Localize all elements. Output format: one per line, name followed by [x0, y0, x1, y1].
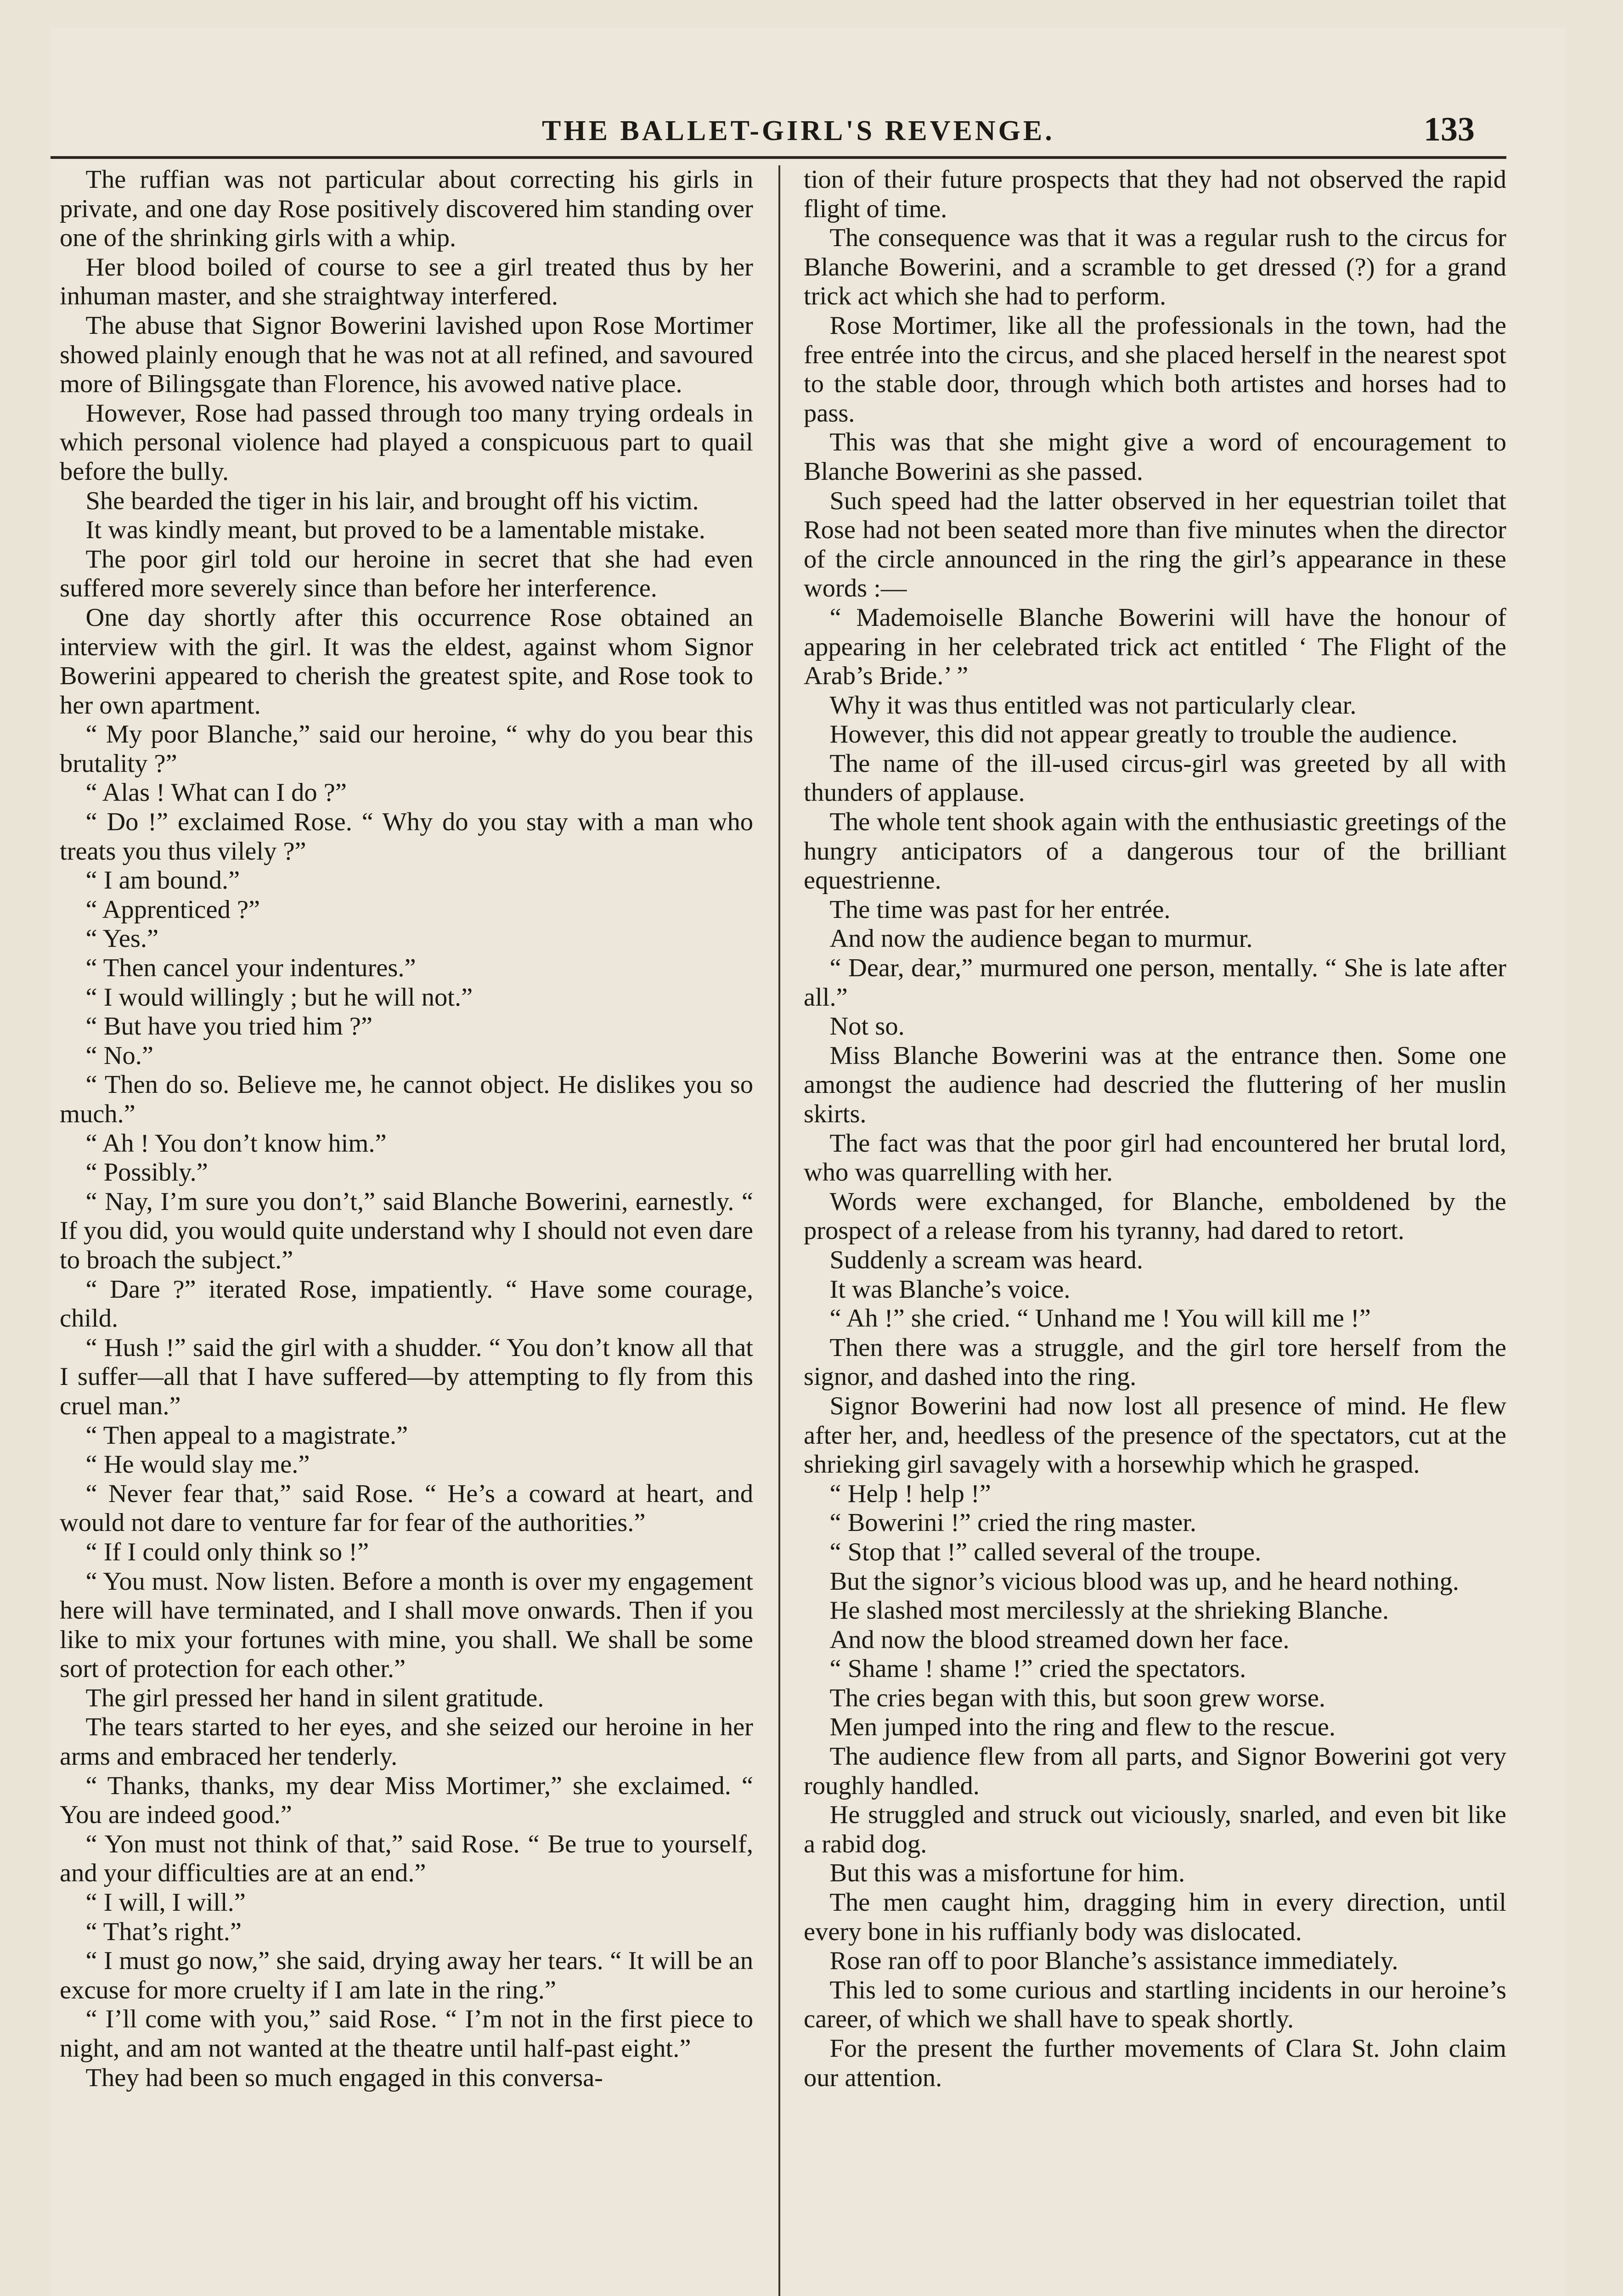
paragraph: She bearded the tiger in his lair, and brought off his victim. — [85, 486, 699, 515]
paragraph: The girl pressed her hand in silent gratitude. — [85, 1683, 544, 1712]
paragraph: Miss Blanche Bowerini was at the entrance then. Some one amongst the audience had descried the fluttering of her muslin skirts. — [804, 1041, 1506, 1128]
paragraph: The tears started to her eyes, and she seized our heroine in her arms and embraced her tenderly. — [60, 1713, 753, 1771]
paragraph: “ Nay, I’m sure you don’t,” said Blanche Bowerini, earnestly. “ If you did, you would quite understand why I should not even dare to broach the subject.” — [60, 1187, 753, 1274]
paragraph: They had been so much engaged in this conversa- — [85, 2063, 603, 2092]
paragraph: However, Rose had passed through too many trying ordeals in which personal violence had played a conspicuous part to quail before the bully. — [60, 399, 753, 486]
paragraph: “ Then do so. Believe me, he cannot object. He dislikes you so much.” — [60, 1070, 753, 1128]
paragraph: “ Dare ?” iterated Rose, impatiently. “ Have some courage, child. — [60, 1275, 753, 1333]
paragraph: For the present the further movements of Clara St. John claim our attention. — [804, 2034, 1506, 2092]
paragraph: The ruffian was not particular about correcting his girls in private, and one day Rose positively discovered him standing over one of the shrinking girls with a whip. — [60, 165, 753, 253]
paragraph: The consequence was that it was a regular rush to the circus for Blanche Bowerini, and a scramble to get dressed (?) for a grand trick act which she had to perform. — [804, 224, 1506, 311]
paragraph: “ Bowerini !” cried the ring master. — [829, 1508, 1197, 1537]
paragraph: “ Ah ! You don’t know him.” — [85, 1129, 387, 1158]
paragraph: “ Never fear that,” said Rose. “ He’s a coward at heart, and would not dare to venture far for fear of the authorities.” — [60, 1479, 753, 1537]
paragraph: Then there was a struggle, and the girl tore herself from the signor, and dashed into the ring. — [804, 1333, 1506, 1391]
paragraph: The abuse that Signor Bowerini lavished upon Rose Mortimer showed plainly enough that he was not at all refined, and savoured more of Bilingsgate than Florence, his avowed native place. — [60, 311, 753, 399]
paragraph: “ Yon must not think of that,” said Rose. “ Be true to yourself, and your difficulties are at an end.” — [60, 1829, 753, 1888]
paragraph: Rose Mortimer, like all the professionals in the town, had the free entrée into the circus, and she placed herself in the nearest spot to the stable door, through which both artistes and horses had to pass. — [804, 311, 1506, 428]
paragraph: Such speed had the latter observed in her equestrian toilet that Rose had not been seated more than five minutes when the director of the circle announced in the ring the girl’s appearance in these words :— — [804, 486, 1506, 603]
paragraph: And now the audience began to murmur. — [829, 924, 1253, 953]
page-number: 133 — [1424, 111, 1475, 148]
paragraph: Signor Bowerini had now lost all presence of mind. He flew after her, and, heedless of the presence of the spectators, cut at the shrieking girl savagely with a horsewhip which he grasped. — [804, 1391, 1506, 1479]
paragraph: “ My poor Blanche,” said our heroine, “ why do you bear this brutality ?” — [60, 720, 753, 778]
paragraph: “ I am bound.” — [85, 866, 240, 895]
paragraph: However, this did not appear greatly to trouble the audience. — [829, 720, 1458, 749]
paragraph: “ Do !” exclaimed Rose. “ Why do you stay with a man who treats you thus vilely ?” — [60, 808, 753, 866]
paragraph: “ Possibly.” — [85, 1158, 208, 1187]
paragraph: Men jumped into the ring and flew to the rescue. — [829, 1713, 1336, 1742]
paragraph: “ Apprenticed ?” — [85, 895, 260, 924]
right-column — [804, 165, 1506, 2296]
paragraph: “ You must. Now listen. Before a month is over my engagement here will have terminated, and I shall move onwards. Then if you like to mix your fortunes with mine, you shall. We shall be some sort of protection for each other.” — [60, 1567, 753, 1683]
paragraph: Why it was thus entitled was not particularly clear. — [829, 691, 1357, 720]
paragraph: “ Yes.” — [85, 924, 159, 953]
paragraph: And now the blood streamed down her face. — [829, 1625, 1290, 1654]
paragraph: Suddenly a scream was heard. — [829, 1245, 1143, 1274]
paragraph: Rose ran off to poor Blanche’s assistance immediately. — [829, 1947, 1398, 1975]
paragraph: “ Thanks, thanks, my dear Miss Mortimer,” she exclaimed. “ You are indeed good.” — [60, 1771, 753, 1829]
paragraph: “ Dear, dear,” murmured one person, mentally. “ She is late after all.” — [804, 954, 1506, 1012]
paragraph: The fact was that the poor girl had encountered her brutal lord, who was quarrelling with her. — [804, 1129, 1506, 1187]
paragraph: It was kindly meant, but proved to be a lamentable mistake. — [85, 516, 705, 545]
paragraph: Not so. — [829, 1012, 905, 1041]
paragraph: “ I’ll come with you,” said Rose. “ I’m not in the first piece to night, and am not wanted at the theatre until half-past eight.” — [60, 2005, 753, 2063]
left-column — [60, 165, 753, 2296]
paragraph: “ Hush !” said the girl with a shudder. “ You don’t know all that I suffer—all that I have suffered—by attempting to fly from this cruel man.” — [60, 1333, 753, 1420]
paragraph: The whole tent shook again with the enthusiastic greetings of the hungry anticipators of a dangerous tour of the brilliant equestrienne. — [804, 808, 1506, 895]
running-header — [51, 96, 1506, 156]
paragraph: “ I would willingly ; but he will not.” — [85, 983, 473, 1012]
paragraph: “ Shame ! shame !” cried the spectators. — [829, 1654, 1246, 1683]
column-divider — [778, 165, 780, 2296]
paragraph: This led to some curious and startling incidents in our heroine’s career, of which we shall have to speak shortly. — [804, 1975, 1506, 2034]
paragraph: He struggled and struck out viciously, snarled, and even bit like a rabid dog. — [804, 1801, 1506, 1858]
paragraph: “ I will, I will.” — [85, 1888, 246, 1917]
paragraph: It was Blanche’s voice. — [829, 1275, 1071, 1304]
book-page — [51, 28, 1566, 2296]
paragraph: “ He would slay me.” — [85, 1450, 310, 1479]
paragraph: “ Mademoiselle Blanche Bowerini will have the honour of appearing in her celebrated trick act entitled ‘ The Flight of the Arab’s Bride.’ ” — [804, 603, 1506, 691]
paragraph: tion of their future prospects that they had not observed the rapid flight of time. — [804, 165, 1506, 223]
paragraph: But this was a misfortune for him. — [829, 1859, 1185, 1888]
paragraph: “ I must go now,” she said, drying away her tears. “ It will be an excuse for more cruelty if I am late in the ring.” — [60, 1947, 753, 2004]
paragraph: “ No.” — [85, 1041, 153, 1070]
paragraph: The name of the ill-used circus-girl was greeted by all with thunders of applause. — [804, 749, 1506, 807]
paragraph: This was that she might give a word of encouragement to Blanche Bowerini as she passed. — [804, 428, 1506, 486]
paragraph: The men caught him, dragging him in every direction, until every bone in his ruffianly body was dislocated. — [804, 1888, 1506, 1946]
paragraph: “ If I could only think so !” — [85, 1537, 369, 1566]
paragraph: The poor girl told our heroine in secret that she had even suffered more severely since than before her interference. — [60, 545, 753, 603]
paragraph: “ Then cancel your indentures.” — [85, 954, 416, 983]
paragraph: The cries began with this, but soon grew worse. — [829, 1683, 1326, 1712]
running-title: THE BALLET-GIRL'S REVENGE. — [542, 115, 1055, 146]
paragraph: “ That’s right.” — [85, 1917, 242, 1946]
paragraph: “ Then appeal to a magistrate.” — [85, 1421, 408, 1450]
paragraph: Words were exchanged, for Blanche, emboldened by the prospect of a release from his tyranny, had dared to retort. — [804, 1187, 1506, 1245]
paragraph: One day shortly after this occurrence Rose obtained an interview with the girl. It was the eldest, against whom Signor Bowerini appeared to cherish the greatest spite, and Rose took to her own apartment. — [60, 603, 753, 720]
paragraph: But the signor’s vicious blood was up, and he heard nothing. — [829, 1567, 1459, 1596]
paragraph: He slashed most mercilessly at the shrieking Blanche. — [829, 1596, 1389, 1625]
paragraph: “ Ah !” she cried. “ Unhand me ! You will kill me !” — [829, 1304, 1371, 1333]
paragraph: Her blood boiled of course to see a girl treated thus by her inhuman master, and she straightway interfered. — [60, 253, 753, 311]
paragraph: “ Help ! help !” — [829, 1479, 991, 1508]
paragraph: The audience flew from all parts, and Signor Bowerini got very roughly handled. — [804, 1742, 1506, 1800]
paragraph: “ Stop that !” called several of the troupe. — [829, 1537, 1262, 1566]
paragraph: “ But have you tried him ?” — [85, 1012, 372, 1041]
paragraph: “ Alas ! What can I do ?” — [85, 778, 347, 807]
header-rule — [51, 156, 1506, 159]
paragraph: The time was past for her entrée. — [829, 895, 1171, 924]
